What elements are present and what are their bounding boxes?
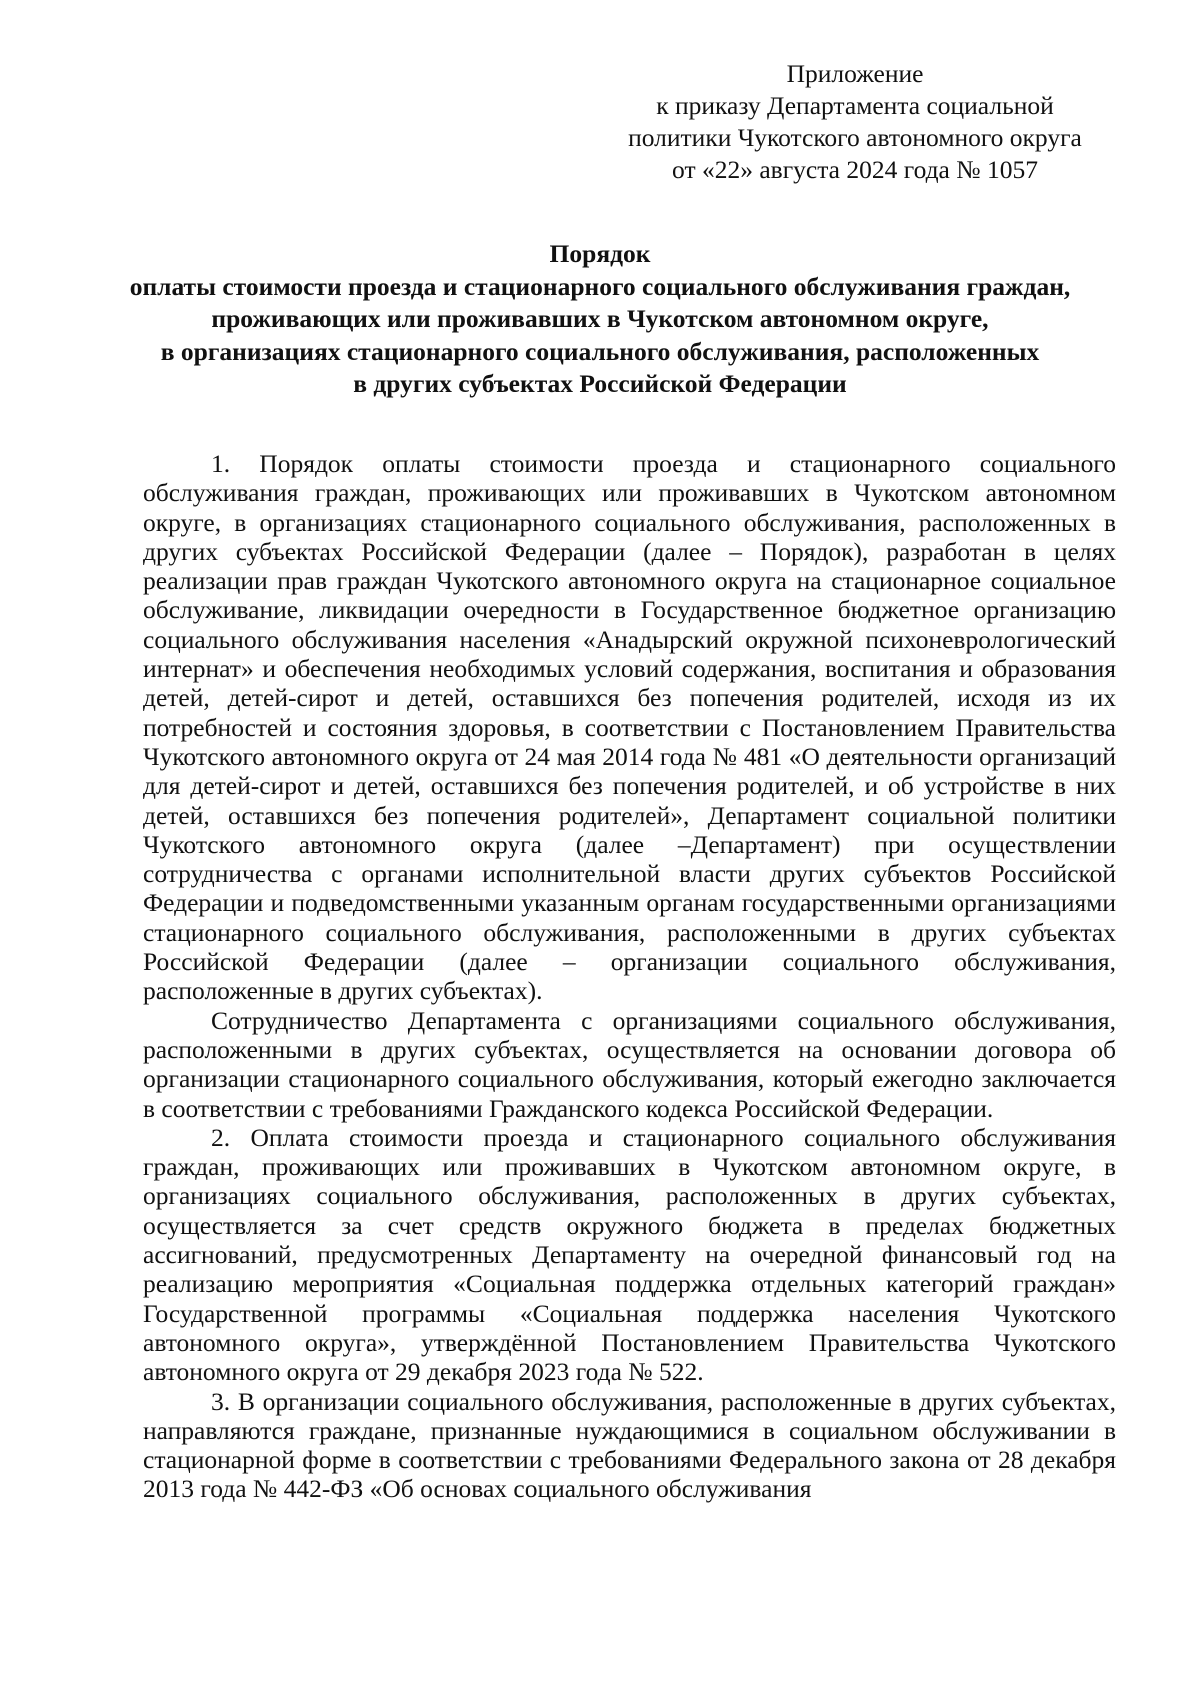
appendix-line-4: от «22» августа 2024 года № 1057 xyxy=(672,155,1038,184)
paragraph-4: 3. В организации социального обслуживания, расположенные в других субъектах, направляются граждане, признанные нуждающимися в социальном обслуживании в стационарной форме в соответствии с требованиями Федерального закона от 28 декабря 2013 года № 442-ФЗ «Об основах социального обслуживания xyxy=(143,1386,1116,1504)
title-line-3: проживающих или проживавших в Чукотском автономном округе, xyxy=(211,304,989,333)
title-line-1: Порядок xyxy=(549,239,651,268)
appendix-line-2: к приказу Департамента социальной xyxy=(656,91,1054,120)
paragraph-2: Сотрудничество Департамента с организациями социального обслуживания, расположенными в других субъектах, осуществляется на основании договора об организации стационарного социального обслуживания, который ежегодно заключается в соответствии с требованиями Гражданского кодекса Российской Федерации. xyxy=(143,1005,1116,1123)
document-title xyxy=(120,238,1080,401)
title-line-5: в других субъектах Российской Федерации xyxy=(353,369,847,398)
appendix-line-3: политики Чукотского автономного округа xyxy=(628,123,1082,152)
appendix-line-1: Приложение xyxy=(786,59,924,88)
appendix-header xyxy=(620,58,1090,186)
paragraph-1: 1. Порядок оплаты стоимости проезда и стационарного социального обслуживания граждан, проживающих или проживавших в Чукотском автономном округе, в организациях стационарного социального обслуживания, расположенных в других субъектах Российской Федерации (далее – Порядок), разработан в целях реализации прав граждан Чукотского автономного округа на стационарное социальное обслуживание, ликвидации очередности в Государственное бюджетное организацию социального обслуживания населения «Анадырский окружной психоневрологический интернат» и обеспечения необходимых условий содержания, воспитания и образования детей, детей-сирот и детей, оставшихся без попечения родителей, исходя из их потребностей и состояния здоровья, в соответствии с Постановлением Правительства Чукотского автономного округа от 24 мая 2014 года № 481 «О деятельности организаций для детей-сирот и детей, оставшихся без попечения родителей, и об устройстве в них детей, оставшихся без попечения родителей», Департамент социальной политики Чукотского автономного округа (далее –Департамент) при осуществлении сотрудничества с органами исполнительной власти других субъектов Российской Федерации и подведомственными указанным органам государственными организациями стационарного социального обслуживания, расположенными в других субъектах Российской Федерации (далее – организации социального обслуживания, расположенные в других субъектах). xyxy=(143,449,1116,1006)
title-line-2: оплаты стоимости проезда и стационарного социального обслуживания граждан, xyxy=(129,271,1071,301)
document-body xyxy=(143,449,1116,1504)
paragraph-3: 2. Оплата стоимости проезда и стационарного социального обслуживания граждан, проживающих или проживавших в Чукотском автономном округе, в организациях социального обслуживания, расположенных в других субъектах, осуществляется за счет средств окружного бюджета в пределах бюджетных ассигнований, предусмотренных Департаменту на очередной финансовый год на реализацию мероприятия «Социальная поддержка отдельных категорий граждан» Государственной программы «Социальная поддержка населения Чукотского автономного округа», утверждённой Постановлением Правительства Чукотского автономного округа от 29 декабря 2023 года № 522. xyxy=(143,1122,1116,1387)
title-line-4: в организациях стационарного социального обслуживания, расположенных xyxy=(160,336,1040,366)
